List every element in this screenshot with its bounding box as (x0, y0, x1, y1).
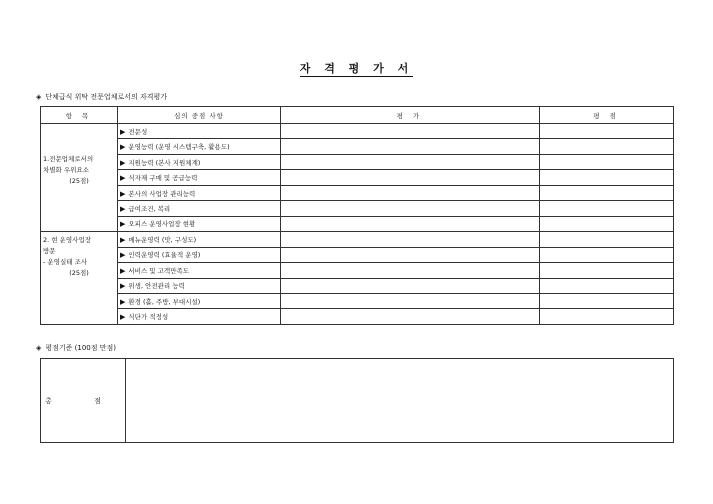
criteria-cell (118, 247, 281, 262)
arrow-icon: ▶ (120, 174, 126, 183)
category-points: (25점) (69, 269, 89, 278)
criteria-text: 본사의 사업장 관리능력 (128, 189, 196, 198)
evaluation-cell[interactable] (281, 293, 540, 308)
table-header-row (41, 107, 674, 124)
category-label-line: 방문 (43, 247, 56, 256)
criteria-text: 오피스 운영사업장 현황 (128, 220, 196, 229)
criteria-text: 식단가 적정성 (128, 313, 169, 322)
document-title (0, 60, 713, 76)
evaluation-cell[interactable] (281, 232, 540, 247)
score-cell[interactable] (540, 247, 674, 262)
score-cell[interactable] (540, 278, 674, 293)
criteria-cell (118, 185, 281, 200)
criteria-cell (118, 278, 281, 293)
criteria-cell (118, 309, 281, 325)
criteria-cell (118, 293, 281, 308)
evaluation-cell[interactable] (281, 247, 540, 262)
category-label-line: 차별화 우위요소 (43, 166, 90, 174)
header-category: 항 목 (41, 107, 118, 124)
diamond-bullet-icon: ◈ (36, 344, 42, 352)
category-label-line: 1.전문업체로서의 (43, 155, 94, 163)
criteria-text: 메뉴운영력 (맛, 구성도) (128, 235, 197, 244)
document-title-text: 자 격 평 가 서 (299, 62, 414, 75)
score-cell[interactable] (540, 293, 674, 308)
criteria-text: 서비스 및 고객만족도 (128, 266, 190, 275)
table-row (41, 216, 674, 231)
diamond-bullet-icon: ◈ (36, 93, 42, 101)
table-row (41, 247, 674, 262)
criteria-text: 운영능력 (운영 시스템구축, 활용도) (128, 143, 230, 152)
arrow-icon: ▶ (120, 313, 126, 322)
evaluation-cell[interactable] (281, 185, 540, 200)
score-cell[interactable] (540, 201, 674, 216)
criteria-text: 위생, 안전관리 능력 (128, 282, 185, 291)
criteria-cell (118, 216, 281, 231)
criteria-cell (118, 201, 281, 216)
arrow-icon: ▶ (120, 127, 126, 136)
total-score-value[interactable] (126, 359, 674, 443)
table-row (41, 124, 674, 139)
evaluation-cell[interactable] (281, 154, 540, 169)
total-score-label: 총 점 (41, 359, 126, 443)
criteria-cell (118, 124, 281, 139)
criteria-text: 인력운영력 (효율적 운영) (128, 251, 201, 260)
evaluation-cell[interactable] (281, 170, 540, 185)
section-heading-qualification (36, 92, 167, 102)
score-cell[interactable] (540, 124, 674, 139)
score-cell[interactable] (540, 139, 674, 154)
section-heading-text: 평점기준 (100점 만점) (45, 344, 116, 352)
table-row (41, 185, 674, 200)
score-cell[interactable] (540, 170, 674, 185)
evaluation-cell[interactable] (281, 201, 540, 216)
criteria-cell (118, 170, 281, 185)
header-criteria: 심의 중점 사항 (118, 107, 281, 124)
criteria-cell (118, 263, 281, 278)
table-row (41, 263, 674, 278)
section-heading-text: 단체급식 위탁 전문업체로서의 자격평가 (45, 93, 168, 101)
arrow-icon: ▶ (120, 297, 126, 306)
criteria-text: 전문성 (128, 127, 148, 136)
evaluation-cell[interactable] (281, 263, 540, 278)
category-label-line: - 운영실태 조사 (43, 258, 88, 267)
section-heading-scoring (36, 343, 116, 353)
evaluation-cell[interactable] (281, 124, 540, 139)
total-score-table (40, 358, 674, 443)
arrow-icon: ▶ (120, 282, 126, 291)
arrow-icon: ▶ (120, 251, 126, 260)
table-row (41, 154, 674, 169)
table-row (41, 309, 674, 325)
category-points: (25점) (69, 177, 89, 185)
score-cell[interactable] (540, 263, 674, 278)
table-row (41, 170, 674, 185)
evaluation-cell[interactable] (281, 278, 540, 293)
criteria-text: 식자재 구매 및 공급능력 (128, 174, 198, 183)
table-row (41, 139, 674, 154)
criteria-text: 환경 (홀, 주방, 부대시설) (128, 297, 201, 306)
arrow-icon: ▶ (120, 143, 126, 152)
table-row (41, 293, 674, 308)
category-cell-1 (41, 124, 118, 232)
criteria-cell (118, 232, 281, 247)
table-row (41, 232, 674, 247)
score-cell[interactable] (540, 185, 674, 200)
score-cell[interactable] (540, 154, 674, 169)
arrow-icon: ▶ (120, 204, 126, 213)
arrow-icon: ▶ (120, 189, 126, 198)
category-cell-2 (41, 232, 118, 325)
evaluation-cell[interactable] (281, 216, 540, 231)
evaluation-table (40, 106, 674, 325)
criteria-cell (118, 154, 281, 169)
table-row (41, 201, 674, 216)
score-cell[interactable] (540, 216, 674, 231)
category-label-line: 2. 현 운영사업장 (43, 236, 92, 245)
arrow-icon: ▶ (120, 235, 126, 244)
arrow-icon: ▶ (120, 266, 126, 275)
criteria-cell (118, 139, 281, 154)
criteria-text: 지원능력 (본사 지원체계) (128, 158, 201, 167)
arrow-icon: ▶ (120, 158, 126, 167)
evaluation-cell[interactable] (281, 309, 540, 325)
header-score: 평 점 (540, 107, 674, 124)
evaluation-cell[interactable] (281, 139, 540, 154)
arrow-icon: ▶ (120, 220, 126, 229)
header-evaluation: 평 가 (281, 107, 540, 124)
criteria-text: 급여조건, 복리 (128, 204, 171, 213)
table-row (41, 278, 674, 293)
score-cell[interactable] (540, 309, 674, 325)
score-cell[interactable] (540, 232, 674, 247)
